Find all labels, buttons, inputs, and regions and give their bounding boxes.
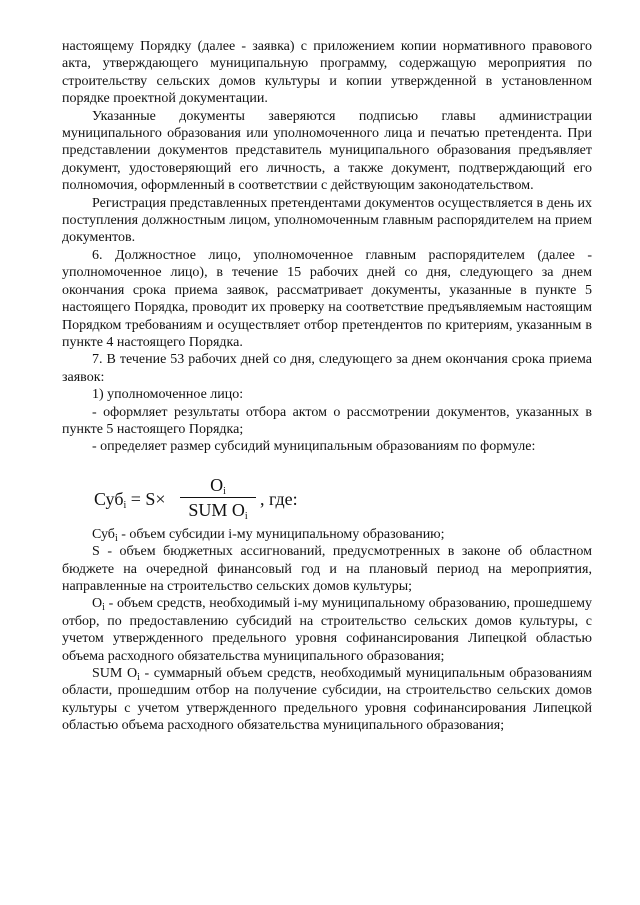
paragraph-dash-1: - оформляет результаты отбора актом о рассмотрении документов, указанных в пункте 5 настоящего Порядка; xyxy=(62,404,592,437)
paragraph-item-6: 6. Должностное лицо, уполномоченное главным распорядителем (далее - уполномоченное лицо), в течение 15 рабочих дней со дня, следующего за днем окончания срока приема заявок, рассматривает документы, указанные в пункте 5 настоящего Порядка, проводит их проверку на соответствие предъявляемым настоящим Порядком требованиям и осуществляет отбор претендентов по критериям, указанным в пункте 4 настоящего Порядка. xyxy=(62,247,592,350)
definition-o-i: $O_i$ - объем средств, необходимый i-му муниципальному образованию, прошедшему отбор, по предоставлению субсидий на строительство сельских домов культуры, с учетом утвержденного предельного уровня софинансирования Липецкой областью объема расходного обязательства муниципального образования; xyxy=(62,596,592,664)
definition-s: S - объем бюджетных ассигнований, предусмотренных в законе об областном бюджете на очередной финансовый год и на плановый период на мероприятия, направленные на строительство сельских домов культуры; xyxy=(62,544,592,594)
definition-sum-o-i: SUM $O_i$ - суммарный объем средств, необходимый муниципальным образованиям области, прошедшим отбор на получение субсидии, на строительство сельских домов культуры с учетом утвержденного предельного уровня софинансирования Липецкой областью объема расходного обязательства муниципального образования; xyxy=(62,666,592,734)
paragraph-registration: Регистрация представленных претендентами документов осуществляется в день их поступления должностным лицом, уполномоченным главным распорядителем на прием документов. xyxy=(62,195,592,246)
paragraph-certification: Указанные документы заверяются подписью главы администрации муниципального образования или уполномоченного лица и печатью претендента. При представлении документов представитель муниципального образования предъявляет документ, удостоверяющий его личность, а также документ, подтверждающий его полномочия, оформленный в соответствии с действующим законодательством. xyxy=(62,108,592,194)
formula-tail: , где: xyxy=(260,488,298,509)
formula-numerator: $O_i$ xyxy=(180,474,256,498)
paragraph-item-7: 7. В течение 53 рабочих дней со дня, следующего за днем окончания срока приема заявок: xyxy=(62,352,592,385)
formula-fraction xyxy=(180,474,256,521)
paragraph-dash-2: - определяет размер субсидий муниципальным образованиям по формуле: xyxy=(92,439,536,455)
formula-lhs: Суб$_i$ = S× xyxy=(94,488,166,511)
paragraph-continuation: настоящему Порядку (далее - заявка) с приложением копии нормативного правового акта, утверждающего муниципальную программу, содержащую мероприятия по строительству сельских домов культуры и копии утвержденной в установленном порядке проектной документации. xyxy=(62,39,592,107)
subsidy-formula xyxy=(94,474,592,526)
paragraph-subitem-1: 1) уполномоченное лицо: xyxy=(92,387,244,403)
definition-sub-i: Суб$_i$ - объем субсидии i-му муниципальному образованию; xyxy=(92,526,445,544)
formula-denominator: SUM $O_i$ xyxy=(188,499,248,522)
document-page xyxy=(62,38,592,735)
